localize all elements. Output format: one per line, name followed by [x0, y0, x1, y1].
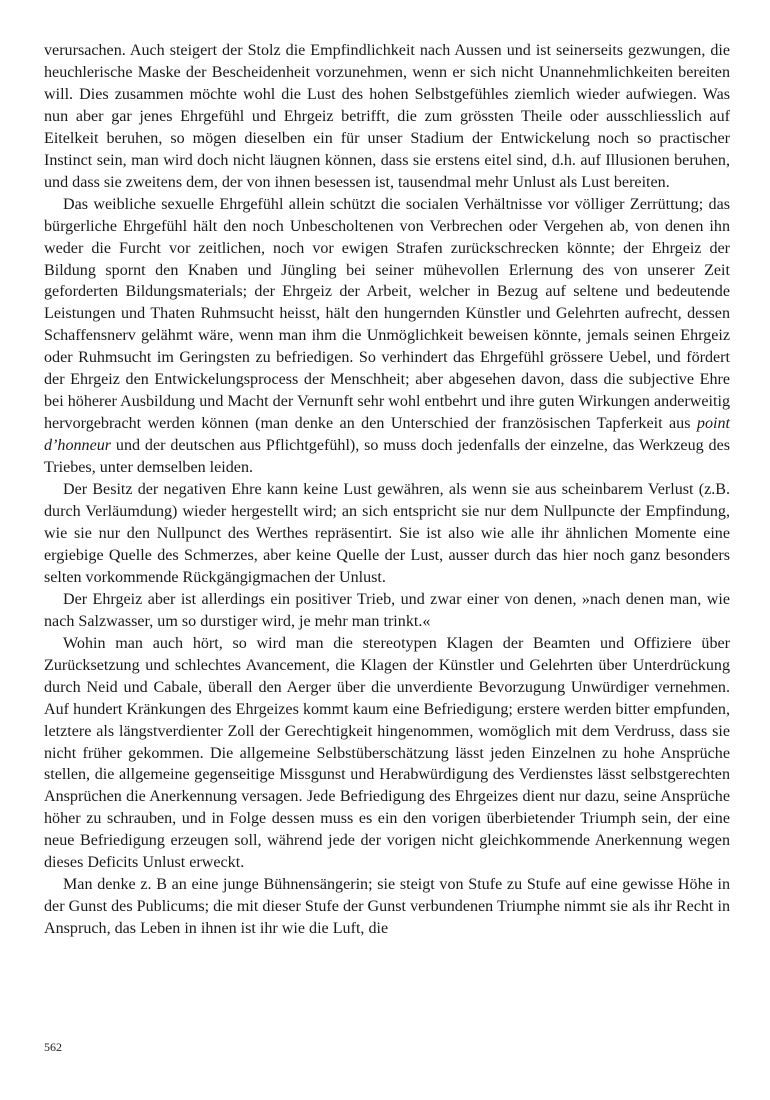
paragraph-6	[44, 874, 730, 940]
paragraph-3	[44, 479, 730, 589]
paragraph-2-text-b: und der deutschen aus Pflichtgefühl), so muss doch jedenfalls der einzelne, das Werkzeug des Triebes, unter demselben leiden.	[44, 437, 730, 477]
paragraph-2	[44, 194, 730, 479]
paragraph-2-text-a: Das weibliche sexuelle Ehrgefühl allein schützt die socialen Verhältnisse vor völliger Zerrüttung; das bürgerliche Ehrgefühl hält den noch Unbescholtenen von Verbrechen oder Vergehen ab, von denen ihn weder die Furcht vor zeitlichen, noch vor ewigen Strafen zurückschrecken könnte; der Ehrgeiz der Bildung spornt den Knaben und Jüngling bei seiner mühevollen Erlernung des von unserer Zeit geforderten Bildungsmaterials; der Ehrgeiz der Arbeit, welcher in Bezug auf seltene und bedeutende Leistungen und Thaten Ruhmsucht heisst, hält den hungernden Künstler und Gelehrten aufrecht, dessen Schaffensnerv gelähmt wäre, wenn man ihm die Unmöglichkeit beweisen könnte, jemals seinen Ehrgeiz oder Ruhmsucht im Geringsten zu befriedigen. So verhindert das Ehrgefühl grössere Uebel, und fördert der Ehrgeiz den Entwickelungsprocess der Menschheit; aber abgesehen davon, dass die subjective Ehre bei höherer Ausbildung und Macht der Vernunft sehr wohl entbehrt und ihre guten Wirkungen anderweitig hervorgebracht werden können (man denke an den Unterschied der französischen Tapferkeit aus	[44, 195, 730, 433]
paragraph-4-text: Der Ehrgeiz aber ist allerdings ein positiver Trieb, und zwar einer von denen, »nach denen man, wie nach Salzwasser, um so durstiger wird, je mehr man trinkt.«	[44, 590, 730, 630]
paragraph-6-text: Man denke z. B an eine junge Bühnensängerin; sie steigt von Stufe zu Stufe auf eine gewisse Höhe in der Gunst des Publicums; die mit dieser Stufe der Gunst verbundenen Triumphe nimmt sie als ihr Recht in Anspruch, das Leben in ihnen ist ihr wie die Luft, die	[44, 876, 730, 938]
body-text	[44, 40, 730, 940]
paragraph-5	[44, 633, 730, 874]
paragraph-3-text: Der Besitz der negativen Ehre kann keine Lust gewähren, als wenn sie aus scheinbarem Verlust (z.B. durch Verläumdung) wieder hergestellt wird; an sich entspricht sie nur dem Nullpuncte der Empfindung, wie sie nur den Nullpunct des Werthes repräsentirt. Sie ist also wie alle ihr ähnlichen Momente eine ergiebige Quelle des Schmerzes, aber keine Quelle der Lust, ausser durch das hier noch ganz besonders selten vorkommende Rückgängigmachen der Unlust.	[44, 481, 730, 586]
page-number: 562	[44, 1040, 62, 1054]
paragraph-2-emphasis: point d’honneur	[44, 415, 730, 455]
paragraph-1-text: verursachen. Auch steigert der Stolz die Empfindlichkeit nach Aussen und ist seinerseits gezwungen, die heuchlerische Maske der Bescheidenheit vorzunehmen, wenn er sich nicht Unannehmlichkeiten bereiten will. Dies zusammen möchte wohl die Lust des hohen Selbstgefühles ziemlich wieder aufwiegen. Was nun aber gar jenes Ehrgefühl und Ehrgeiz betrifft, die zum grössten Theile oder ausschliesslich auf Eitelkeit beruhen, so mögen dieselben ein für unser Stadium der Entwickelung noch so practischer Instinct sein, man wird doch nicht läugnen können, dass sie erstens eitel sind, d.h. auf Illusionen beruhen, und dass sie zweitens dem, der von ihnen besessen ist, tausendmal mehr Unlust als Lust bereiten.	[44, 42, 730, 191]
paragraph-5-text: Wohin man auch hört, so wird man die stereotypen Klagen der Beamten und Offiziere über Zurücksetzung und schlechtes Avancement, die Klagen der Künstler und Gelehrten über Unterdrückung durch Neid und Cabale, überall den Aerger über die unverdiente Bevorzugung Unwürdiger vernehmen. Auf hundert Kränkungen des Ehrgeizes kommt kaum eine Befriedigung; erstere werden bitter empfunden, letztere als längstverdienter Zoll der Gerechtigkeit hingenommen, womöglich mit dem Verdruss, dass sie nicht früher gekommen. Die allgemeine Selbstüberschätzung lässt jeden Einzelnen zu hohe Ansprüche stellen, die allgemeine gegenseitige Missgunst und Herabwürdigung des Verdienstes lässt selbstgerechten Ansprüchen die Anerkennung versagen. Jede Befriedigung des Ehrgeizes dient nur dazu, seine Ansprüche höher zu schrauben, und in Folge dessen muss es ein den vorigen überbietender Triumph sein, der eine neue Befriedigung erzeugen soll, während jede der vorigen nicht gleichkommende Anerkennung wegen dieses Deficits Unlust erweckt.	[44, 634, 730, 872]
paragraph-1	[44, 40, 730, 194]
paragraph-4	[44, 589, 730, 633]
